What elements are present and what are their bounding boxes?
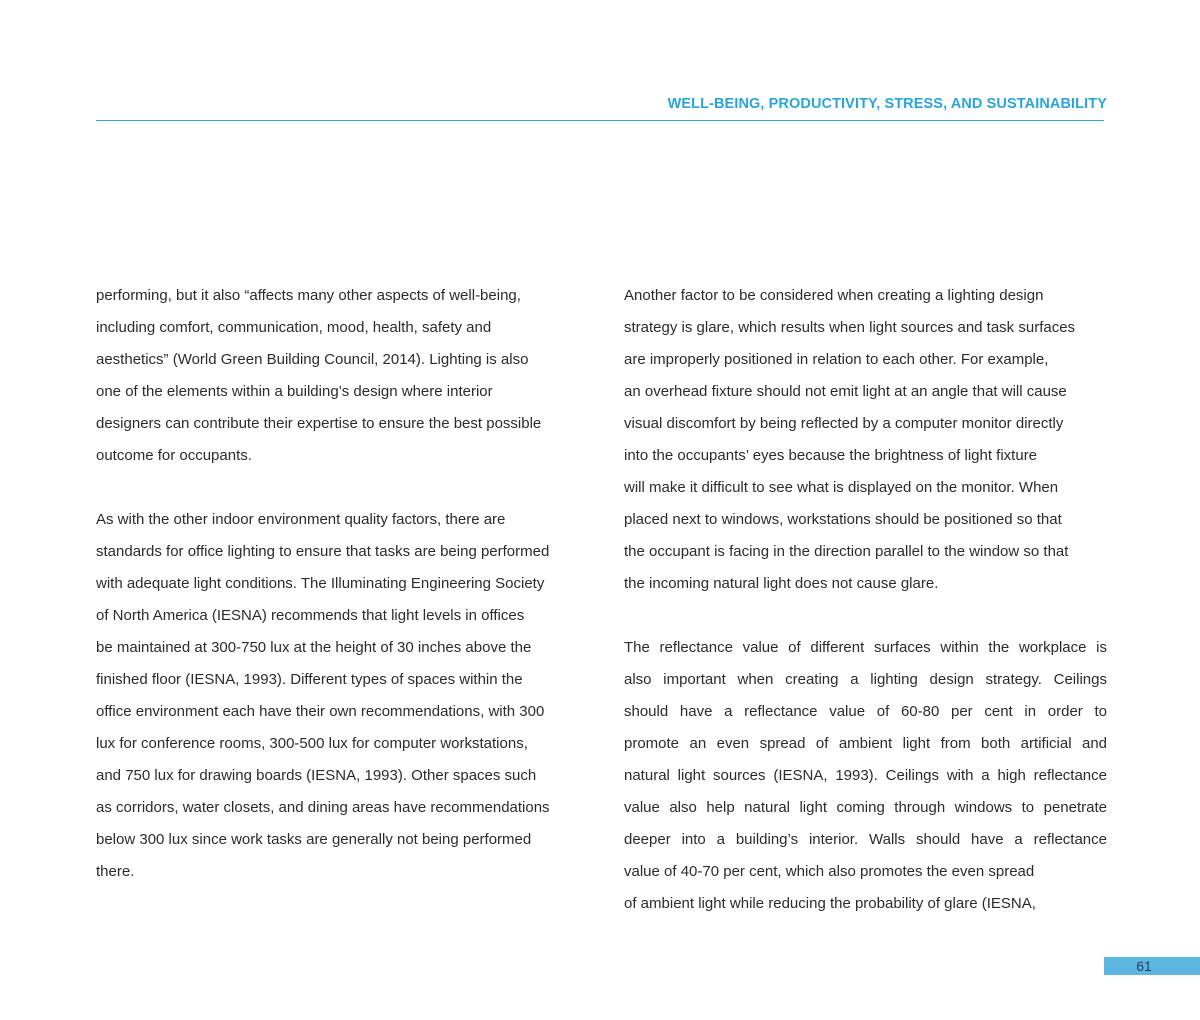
text-line: into the occupants’ eyes because the brightness of light fixture: [624, 447, 1038, 464]
left-paragraph-1: [96, 280, 586, 472]
text-line: one of the elements within a building’s design where interior: [96, 383, 493, 400]
running-header-title: WELL-BEING, PRODUCTIVITY, STRESS, AND SUSTAINABILITY: [667, 96, 1107, 112]
text-line: As with the other indoor environment quality factors, there are: [96, 511, 506, 528]
left-paragraph-2: [96, 504, 586, 888]
paragraph-gap: [96, 472, 586, 504]
text-line: The reflectance value of different surfaces within the workplace is: [624, 639, 1107, 656]
text-line: designers can contribute their expertise to ensure the best possible: [96, 415, 542, 432]
text-line: there.: [96, 863, 135, 880]
text-line: and 750 lux for drawing boards (IESNA, 1993). Other spaces such: [96, 767, 537, 784]
text-line: the occupant is facing in the direction parallel to the window so that: [624, 543, 1069, 560]
text-line: below 300 lux since work tasks are generally not being performed: [96, 831, 532, 848]
text-line: aesthetics” (World Green Building Council, 2014). Lighting is also: [96, 351, 529, 368]
text-line: placed next to windows, workstations should be positioned so that: [624, 511, 1062, 528]
right-text-column: [624, 280, 1107, 920]
text-line: natural light sources (IESNA, 1993). Ceilings with a high reflectance: [624, 767, 1107, 784]
text-line: of North America (IESNA) recommends that light levels in offices: [96, 607, 525, 624]
text-line: performing, but it also “affects many other aspects of well-being,: [96, 287, 521, 304]
text-line: outcome for occupants.: [96, 447, 252, 464]
text-line: standards for office lighting to ensure that tasks are being performed: [96, 543, 550, 560]
text-line: deeper into a building’s interior. Walls should have a reflectance: [624, 831, 1107, 848]
text-line: finished floor (IESNA, 1993). Different types of spaces within the: [96, 671, 523, 688]
text-line: Another factor to be considered when creating a lighting design: [624, 287, 1044, 304]
text-line: with adequate light conditions. The Illuminating Engineering Society: [96, 575, 545, 592]
text-line: of ambient light while reducing the probability of glare (IESNA,: [624, 895, 1036, 912]
page-number: 61: [1136, 958, 1152, 974]
left-text-column: [96, 280, 586, 888]
text-line: the incoming natural light does not cause glare.: [624, 575, 939, 592]
text-line: also important when creating a lighting design strategy. Ceilings: [624, 671, 1107, 688]
text-line: be maintained at 300-750 lux at the height of 30 inches above the: [96, 639, 532, 656]
text-line: value of 40-70 per cent, which also promotes the even spread: [624, 863, 1035, 880]
text-line: office environment each have their own recommendations, with 300: [96, 703, 545, 720]
text-line: as corridors, water closets, and dining areas have recommendations: [96, 799, 550, 816]
paragraph-gap: [624, 600, 1107, 632]
text-line: promote an even spread of ambient light from both artificial and: [624, 735, 1107, 752]
text-line: will make it difficult to see what is displayed on the monitor. When: [624, 479, 1059, 496]
text-line: lux for conference rooms, 300-500 lux for computer workstations,: [96, 735, 528, 752]
right-paragraph-2: [624, 632, 1107, 920]
right-paragraph-1: [624, 280, 1107, 600]
header-divider: [96, 120, 1104, 121]
text-line: strategy is glare, which results when light sources and task surfaces: [624, 319, 1076, 336]
text-line: an overhead fixture should not emit light at an angle that will cause: [624, 383, 1067, 400]
text-line: value also help natural light coming through windows to penetrate: [624, 799, 1107, 816]
text-line: including comfort, communication, mood, health, safety and: [96, 319, 492, 336]
text-line: visual discomfort by being reflected by a computer monitor directly: [624, 415, 1064, 432]
text-line: are improperly positioned in relation to each other. For example,: [624, 351, 1049, 368]
text-line: should have a reflectance value of 60-80 per cent in order to: [624, 703, 1107, 720]
